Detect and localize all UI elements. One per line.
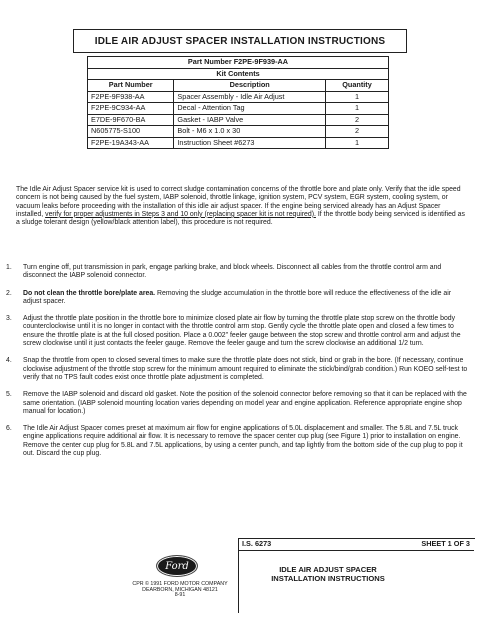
step-number: 5. — [6, 391, 12, 399]
intro-underlined-text: verify for proper adjustments in Steps 3 and 10 only (replacing spacer kit is not required). — [45, 210, 316, 218]
cell-part-number: E7DE-9F670-BA — [88, 114, 174, 126]
cell-description: Gasket - IABP Valve — [174, 114, 326, 126]
intro-text: The Idle Air Adjust Spacer service kit is used to correct sludge contamination concerns of the throttle bore and plate only. Verify that the idle speed concern is not being caused by the fuel system, IABP solenoid, throttle linkage, ignition system, PCV system, EGR system, cooling system, or vacuum leaks before proceeding with the installation of this idle air adjust spacer. If the engine being serviced already has an Adjust Spacer installed, — [16, 186, 461, 218]
list-item — [6, 264, 470, 281]
list-item — [6, 425, 470, 458]
kit-contents-header: Kit Contents — [88, 68, 389, 80]
table-row — [88, 91, 389, 103]
copyright-line: 8-91 — [174, 592, 186, 599]
step-text — [23, 357, 470, 382]
list-item — [6, 357, 470, 382]
cell-part-number: F2PE-19A343-AA — [88, 137, 174, 149]
step-number: 3. — [6, 315, 12, 323]
copyright-line: DEARBORN, MICHIGAN 48121 — [142, 586, 218, 593]
title-block-header — [238, 538, 474, 551]
cell-description: Spacer Assembly - Idle Air Adjust — [174, 91, 326, 103]
step-number: 6. — [6, 425, 12, 433]
cell-part-number: F2PE-9C934-AA — [88, 103, 174, 115]
step-number: 4. — [6, 357, 12, 365]
table-header-row — [88, 80, 389, 92]
step-text — [23, 290, 470, 307]
copyright-line: CPR © 1991 FORD MOTOR COMPANY — [132, 581, 228, 587]
step-body: Snap the throttle from open to closed several times to make sure the throttle plate does not stick, bind or grab in the bore. (If necessary, continue clockwise adjustment of the throttle stop screw for the minimum amount required to eliminate the stick/bind/grab condition.) Run KOEO self-test to verify that no TPS fault codes exist once throttle plate adjustment is completed. — [23, 357, 468, 381]
table-row — [88, 114, 389, 126]
ford-logo: Ford — [156, 555, 198, 577]
step-number: 1. — [6, 264, 12, 271]
cell-part-number: N605775-S100 — [88, 126, 174, 138]
footer-title-line: IDLE AIR ADJUST SPACER — [279, 565, 377, 574]
step-body: Removing the sludge accumulation in the throttle bore will reduce the effectiveness of the idle air adjust spacer. — [23, 289, 452, 305]
table-row — [88, 103, 389, 115]
sheet-count: SHEET 1 OF 3 — [421, 539, 470, 548]
cell-quantity: 1 — [326, 137, 389, 149]
step-body: Remove the IABP solenoid and discard old gasket. Note the position of the solenoid connector before removing so that it can be replaced with the same orientation. (IABP solenoid mounting location varies depending on model year and engine application. Reference appropriate engine shop manual for location.) — [23, 391, 467, 415]
step-text — [23, 425, 470, 458]
cell-quantity: 1 — [326, 103, 389, 115]
cell-quantity: 1 — [326, 91, 389, 103]
step-text — [23, 391, 470, 416]
cell-quantity: 2 — [326, 126, 389, 138]
kit-contents-table — [87, 56, 389, 149]
step-body: Adjust the throttle plate position in the throttle bore to minimize closed plate air flow by turning the throttle plate stop screw on the throttle body counterclockwise until it is no longer in contact with the throttle control arm stop. Gently cycle the throttle plate open and closed a few times to ensure the throttle plate is at the full closed position. Place a 0.002" feeler gauge between the stop screw and throttle control arm and adjust the screw clockwise until it just contacts the feeler gauge. Remove the feeler gauge and turn the screw clockwise an additional 1/2 turn. — [23, 315, 461, 348]
page-title: IDLE AIR ADJUST SPACER INSTALLATION INSTRUCTIONS — [73, 29, 407, 53]
table-header-row — [88, 68, 389, 80]
cell-description: Decal - Attention Tag — [174, 103, 326, 115]
instruction-sheet-number: I.S. 6273 — [242, 539, 272, 548]
column-header-part-number: Part Number — [88, 80, 174, 92]
column-header-quantity: Quantity — [326, 80, 389, 92]
table-row — [88, 137, 389, 149]
step-number: 2. — [6, 289, 12, 297]
list-item — [6, 315, 470, 348]
column-header-description: Description — [174, 80, 326, 92]
cell-part-number: F2PE-9F938-AA — [88, 91, 174, 103]
step-bold-text: Do not clean the throttle bore/plate area. — [23, 289, 156, 297]
cell-description: Bolt - M6 x 1.0 x 30 — [174, 126, 326, 138]
step-text — [23, 264, 470, 281]
cell-description: Instruction Sheet #6273 — [174, 137, 326, 149]
table-row — [88, 126, 389, 138]
footer-title — [238, 566, 418, 583]
cell-quantity: 2 — [326, 114, 389, 126]
step-body: Turn engine off, put transmission in park, engage parking brake, and block wheels. Disconnect all cables from the throttle control arm and disconnect the IABP solenoid connector. — [23, 264, 442, 280]
footer-title-line: INSTALLATION INSTRUCTIONS — [271, 573, 385, 583]
copyright-block — [130, 582, 230, 599]
step-text — [23, 315, 470, 348]
intro-paragraph — [16, 186, 468, 227]
step-body: The Idle Air Adjust Spacer comes preset at maximum air flow for engine applications of 5.0L displacement and smaller. The 5.8L and 7.5L truck engine applications require additional air flow. It is necessary to remove the spacer center cup plug (see Figure 1) prior to installation on engine. Remove the center cup plug for 5.8L and 7.5L applications, by using a center punch, and tap lightly from the bottom side of the cup plug to pop it out. Discard the cup plug. — [23, 425, 463, 458]
list-item — [6, 290, 470, 307]
intro-text-end: If the throttle body being serviced is identified as a sludge tolerant design (yellow/black attention label), this procedure is not required. — [16, 210, 465, 227]
part-number-header: Part Number F2PE-9F939-AA — [88, 57, 389, 69]
table-header-row — [88, 57, 389, 69]
steps-list — [6, 264, 470, 467]
list-item — [6, 391, 470, 416]
